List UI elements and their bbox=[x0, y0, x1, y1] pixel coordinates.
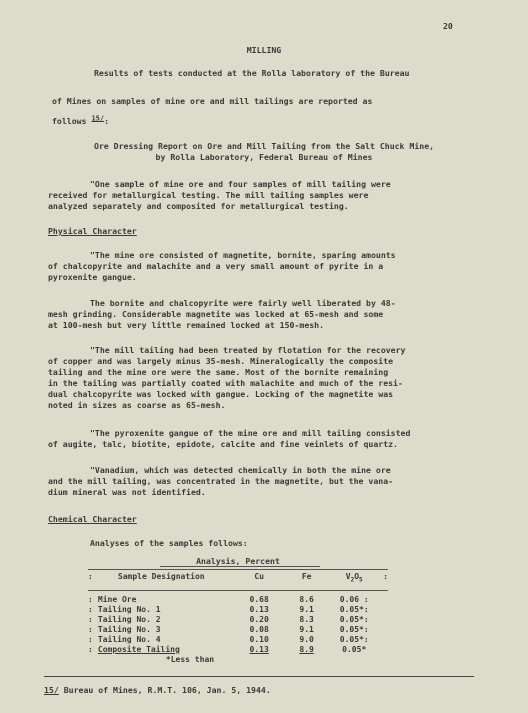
footnote-ref: 15/ bbox=[44, 685, 59, 695]
paragraph-gangue: "The pyroxenite gangue of the mine ore and mill tailing consisted of augite, talc, biotite, epidote, calcite and fine veinlets of quartz. bbox=[48, 428, 411, 449]
analysis-table bbox=[88, 572, 388, 665]
header-cu: Cu bbox=[254, 572, 264, 581]
table-row: : Tailing No. 2 0.20 8.3 0.05*: bbox=[88, 615, 369, 624]
table-header-row: : Sample Designation Cu Fe $V_2O_5$ : bbox=[88, 572, 388, 584]
physical-character-heading: Physical Character bbox=[48, 226, 137, 236]
intro-line-2: of Mines on samples of mine ore and mill tailings are reported as bbox=[52, 96, 373, 106]
footnote bbox=[44, 685, 271, 696]
page-number: 20 bbox=[443, 21, 453, 31]
table-row: : Tailing No. 4 0.10 9.0 0.05*: bbox=[88, 635, 369, 644]
paragraph-mine-ore: "The mine ore consisted of magnetite, bornite, sparing amounts of chalcopyrite and malachite and a very small amount of pyrite in a pyroxenite gangue. bbox=[48, 250, 396, 282]
header-designation: Sample Designation bbox=[117, 572, 205, 581]
analyses-intro: Analyses of the samples follows: bbox=[90, 538, 248, 548]
table-row: : Tailing No. 1 0.13 9.1 0.05*: bbox=[88, 605, 369, 614]
table-row: : Tailing No. 3 0.08 9.1 0.05*: bbox=[88, 625, 369, 634]
table-row: : Composite Tailing 0.13 8.9 0.05* bbox=[88, 645, 367, 654]
paragraph-receipt: "One sample of mine ore and four samples of mill tailing were received for metallurgical testing. The mill tailing samples were analyzed separately and composited for metallurgical testing. bbox=[48, 179, 391, 211]
report-title-line-1: Ore Dressing Report on Ore and Mill Tailing from the Salt Chuck Mine, bbox=[93, 141, 435, 151]
intro-line-1: Results of tests conducted at the Rolla laboratory of the Bureau bbox=[94, 68, 410, 78]
footnote-rule bbox=[44, 676, 474, 677]
header-fe: Fe bbox=[301, 572, 312, 581]
section-title: MILLING bbox=[246, 45, 282, 55]
intro-footnote-ref: 15/ bbox=[91, 114, 105, 123]
footnote-text: Bureau of Mines, R.M.T. 106, Jan. 5, 1944. bbox=[63, 685, 271, 695]
intro-follows: follows bbox=[52, 116, 87, 126]
table-note-row bbox=[88, 655, 388, 665]
chemical-character-heading: Chemical Character bbox=[48, 514, 137, 524]
header-v2o5: $V_2O_5$ bbox=[345, 572, 363, 584]
paragraph-vanadium: "Vanadium, which was detected chemically in both the mine ore and the mill tailing, was concentrated in the magnetite, but the vana- dium mineral was not identified. bbox=[48, 465, 394, 497]
report-title-line-2: by Rolla Laboratory, Federal Bureau of Mines bbox=[155, 152, 373, 162]
paragraph-mill-tailing: "The mill tailing had been treated by flotation for the recovery of copper and was largely minus 35-mesh. Mineralogically the composite tailing and the mine ore were the same. Most of the bornite remaining in the tailing was partially coated with malachite and much of the resi- dual chalcopyrite was locked with gangue. Locking of the magnetite was noted in sizes as coarse as 65-mesh. bbox=[48, 345, 406, 410]
intro-line-3 bbox=[52, 116, 109, 127]
table-caption: Analysis, Percent bbox=[196, 556, 280, 566]
table-row: : Mine Ore 0.68 8.6 0.06 : bbox=[88, 595, 369, 604]
table-note: *Less than bbox=[165, 655, 215, 664]
caption-underline bbox=[160, 566, 320, 567]
paragraph-liberation: The bornite and chalcopyrite were fairly well liberated by 48- mesh grinding. Considerable magnetite was locked at 65-mesh and some at 100-mesh but very little remained locked at 150-mesh. bbox=[48, 298, 396, 330]
intro-colon: : bbox=[104, 116, 110, 126]
table-top-rule bbox=[88, 569, 388, 570]
